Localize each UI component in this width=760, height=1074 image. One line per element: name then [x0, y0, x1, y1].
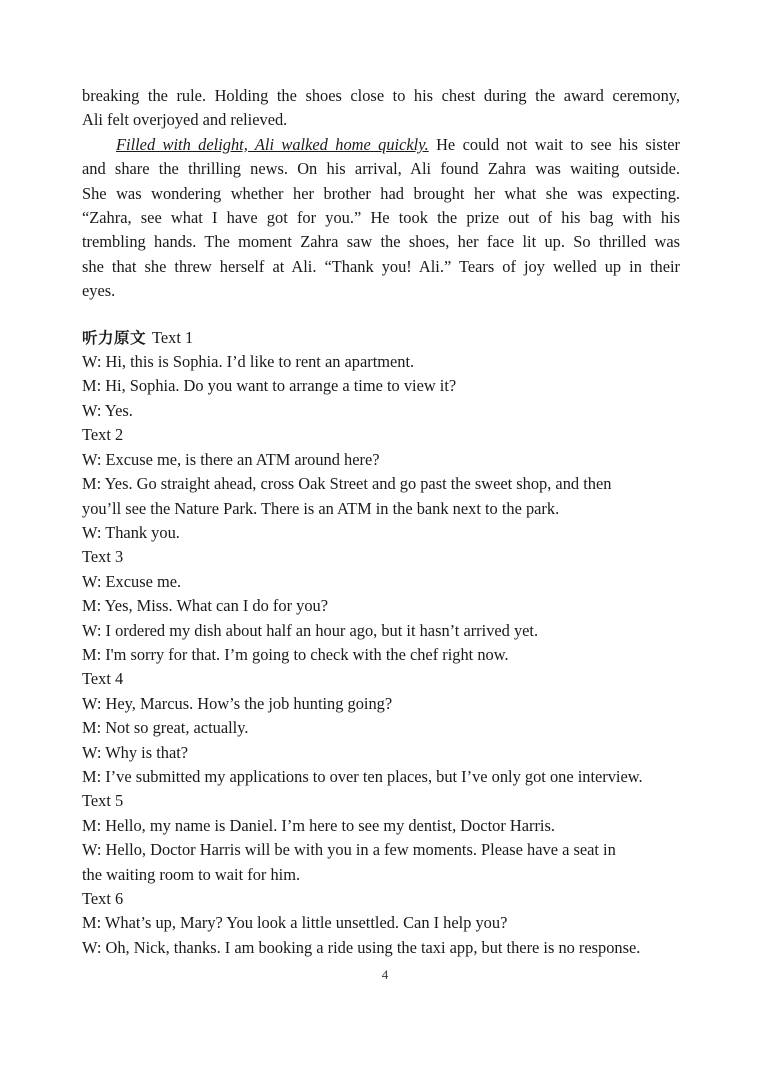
transcript-line: you’ll see the Nature Park. There is an ATM in the bank next to the park. — [82, 498, 560, 518]
document-page — [82, 84, 680, 960]
story-line: she that she threw herself at Ali. “Thank you! Ali.” Tears of joy welled up in their — [82, 256, 680, 276]
story-line: “Zahra, see what I have got for you.” He took the prize out of his bag with his — [82, 208, 680, 228]
transcript-line: W: I ordered my dish about half an hour ago, but it hasn’t arrived yet. — [82, 620, 539, 640]
transcript-line: W: Excuse me. — [82, 571, 182, 591]
transcript-line: Text 3 — [82, 547, 124, 567]
transcript-line: Text 4 — [82, 669, 124, 689]
story-line: breaking the rule. Holding the shoes close to his chest during the award ceremony, — [82, 86, 680, 105]
transcript-line: W: Oh, Nick, thanks. I am booking a ride using the taxi app, but there is no response. — [82, 937, 641, 957]
transcript-line: W: Thank you. — [82, 522, 180, 542]
listening-heading-text1: Text 1 — [152, 327, 194, 347]
listening-heading-cn: 听力原文 — [82, 328, 147, 347]
listening-transcript — [82, 350, 680, 960]
highlighted-sentence: Filled with delight, Ali walked home quickly. — [116, 134, 429, 154]
transcript-line: M: Hi, Sophia. Do you want to arrange a time to view it? — [82, 376, 457, 396]
story-line: trembling hands. The moment Zahra saw the shoes, her face lit up. So thrilled was — [82, 232, 680, 252]
transcript-line: W: Hey, Marcus. How’s the job hunting going? — [82, 693, 393, 713]
listening-heading — [82, 326, 680, 350]
transcript-line: M: I’ve submitted my applications to over ten places, but I’ve only got one interview. — [82, 766, 643, 786]
transcript-line: M: I'm sorry for that. I’m going to check with the chef right now. — [82, 644, 509, 664]
story-paragraph-1 — [82, 84, 680, 133]
transcript-line: the waiting room to wait for him. — [82, 864, 301, 884]
story-line — [82, 133, 680, 157]
transcript-line: Text 2 — [82, 425, 124, 445]
transcript-line: M: What’s up, Mary? You look a little unsettled. Can I help you? — [82, 913, 508, 933]
transcript-line: W: Yes. — [82, 400, 133, 420]
transcript-line: M: Hello, my name is Daniel. I’m here to see my dentist, Doctor Harris. — [82, 815, 555, 835]
transcript-line: Text 6 — [82, 889, 124, 908]
page-number: 4 — [381, 967, 389, 982]
section-spacer — [82, 304, 680, 326]
transcript-line: M: Not so great, actually. — [82, 718, 249, 738]
transcript-line: M: Yes. Go straight ahead, cross Oak Street and go past the sweet shop, and then — [82, 474, 612, 494]
transcript-line: Text 5 — [82, 791, 124, 811]
story-line-rest: He could not wait to see his sister — [428, 134, 680, 154]
story-line: eyes. — [82, 281, 116, 301]
transcript-line: W: Why is that? — [82, 742, 189, 762]
transcript-line: W: Hello, Doctor Harris will be with you in a few moments. Please have a seat in — [82, 840, 616, 860]
transcript-line: W: Hi, this is Sophia. I’d like to rent an apartment. — [82, 352, 415, 372]
story-paragraph-2 — [82, 133, 680, 304]
story-line: She was wondering whether her brother had brought her what she was expecting. — [82, 183, 680, 203]
transcript-line: W: Excuse me, is there an ATM around here? — [82, 449, 380, 469]
story-line: and share the thrilling news. On his arrival, Ali found Zahra was waiting outside. — [82, 159, 680, 179]
transcript-line: M: Yes, Miss. What can I do for you? — [82, 596, 328, 616]
story-line: Ali felt overjoyed and relieved. — [82, 110, 288, 130]
